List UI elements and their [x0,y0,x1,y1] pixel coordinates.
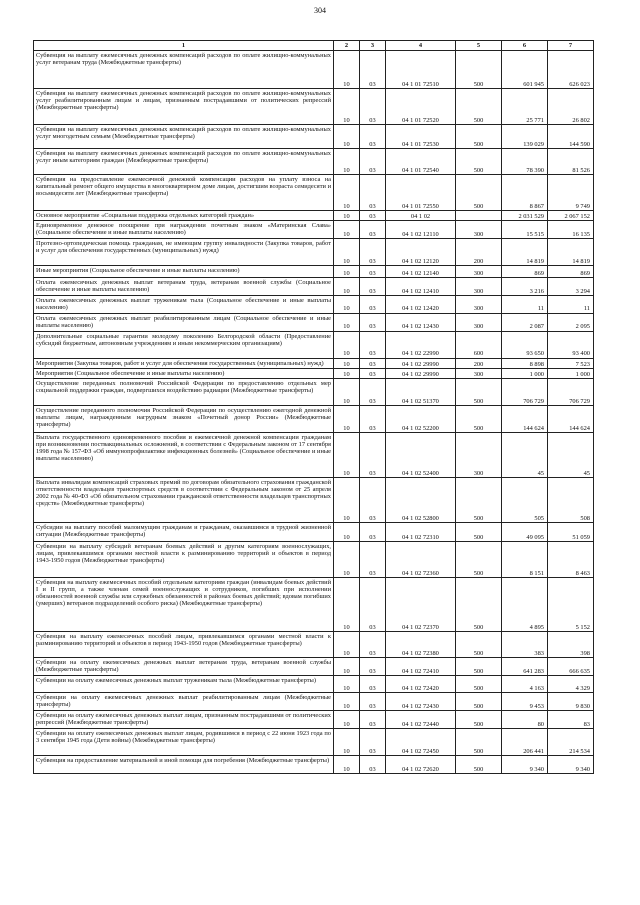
amount-year2-cell: 144 624 [548,405,594,432]
section-cell: 10 [334,149,360,175]
expense-type-cell: 500 [456,175,502,211]
section-cell: 10 [334,378,360,405]
subsection-cell: 03 [360,432,386,477]
section-cell: 10 [334,221,360,239]
amount-year1-cell: 4 895 [502,577,548,631]
amount-year1-cell: 9 340 [502,755,548,773]
table-row [34,149,594,175]
amount-year2-cell: 398 [548,631,594,657]
subsection-cell: 03 [360,51,386,89]
amount-year1-cell: 869 [502,266,548,278]
target-article-cell: 04 1 02 72430 [386,692,456,710]
description-cell: Основное мероприятие «Социальная поддержка отдельных категорий граждан» [34,211,334,221]
description-cell: Субвенция на выплату ежемесячных пособий отдельным категориям граждан (инвалидам боевых действий I и II групп, а также членам семей военнослужащих и сотрудников, погибших при исполнении обязанностей военной службы или служебных обязанностей в районах боевых действий; вдовам погибших (умерших) ветеранов подразделений особого риска) (Межбюджетные трансферты) [34,577,334,631]
description-cell: Субвенции на оплату ежемесячных денежных выплат лицам, признанным пострадавшими от политических репрессий (Межбюджетные трансферты) [34,710,334,728]
page-number: 304 [314,6,326,15]
subsection-cell: 03 [360,657,386,675]
subsection-cell: 03 [360,266,386,278]
amount-year1-cell: 706 729 [502,378,548,405]
amount-year2-cell: 9 340 [548,755,594,773]
subsection-cell: 03 [360,405,386,432]
description-cell: Субвенция на выплату ежемесячных денежных компенсаций расходов по оплате жилищно-коммунальных услуг ветеранам труда (Межбюджетные трансферты) [34,51,334,89]
section-cell: 10 [334,51,360,89]
target-article-cell: 04 1 02 52800 [386,477,456,522]
amount-year2-cell: 626 023 [548,51,594,89]
section-cell: 10 [334,432,360,477]
amount-year2-cell: 4 329 [548,675,594,692]
target-article-cell: 04 1 02 72450 [386,728,456,755]
expense-type-cell: 500 [456,755,502,773]
description-cell: Выплата государственного единовременного пособия и ежемесячной денежной компенсации гражданам при возникновении поствакцинальных осложнений, в соответствии с Федеральным законом от 17 сентября 1998 года № 157-ФЗ «Об иммунопрофилактике инфекционных болезней» (Социальное обеспечение и иные выплаты населению) [34,432,334,477]
table-row [34,266,594,278]
target-article-cell: 04 1 02 12140 [386,266,456,278]
expense-type-cell: 500 [456,522,502,541]
expense-type-cell: 500 [456,149,502,175]
amount-year2-cell: 83 [548,710,594,728]
expense-type-cell: 300 [456,221,502,239]
target-article-cell: 04 1 02 72410 [386,657,456,675]
expense-type-cell: 500 [456,477,502,522]
description-cell: Субвенции на оплату ежемесячных денежных выплат труженикам тыла (Межбюджетные трансферты) [34,675,334,692]
table-row [34,221,594,239]
budget-table [33,40,594,774]
table-row [34,477,594,522]
subsection-cell: 03 [360,710,386,728]
expense-type-cell: 500 [456,657,502,675]
target-article-cell: 04 1 01 72520 [386,89,456,125]
table-row [34,331,594,358]
amount-year2-cell: 26 802 [548,89,594,125]
expense-type-cell: 300 [456,368,502,378]
section-cell: 10 [334,358,360,368]
header-cell: 3 [360,41,386,51]
target-article-cell: 04 1 02 12430 [386,313,456,331]
table-row [34,541,594,577]
amount-year1-cell: 1 000 [502,368,548,378]
amount-year1-cell: 14 819 [502,239,548,266]
amount-year2-cell: 16 135 [548,221,594,239]
description-cell: Субвенция на выплату ежемесячных пособий лицам, привлекавшимся органами местной власти к разминированию территорий и объектов в период 1943-1950 годов (Межбюджетные трансферты) [34,631,334,657]
table-row [34,89,594,125]
amount-year1-cell: 601 945 [502,51,548,89]
target-article-cell: 04 1 02 52400 [386,432,456,477]
expense-type-cell: 500 [456,728,502,755]
target-article-cell: 04 1 02 72620 [386,755,456,773]
subsection-cell: 03 [360,541,386,577]
section-cell: 10 [334,657,360,675]
table-row [34,211,594,221]
subsection-cell: 03 [360,522,386,541]
expense-type-cell: 500 [456,675,502,692]
expense-type-cell: 500 [456,692,502,710]
description-cell: Единовременное денежное поощрение при награждении почетным знаком «Материнская Слава» (Социальное обеспечение и иные выплаты населению) [34,221,334,239]
table-row [34,368,594,378]
target-article-cell: 04 1 02 29990 [386,368,456,378]
expense-type-cell: 300 [456,432,502,477]
subsection-cell: 03 [360,631,386,657]
subsection-cell: 03 [360,221,386,239]
section-cell: 10 [334,755,360,773]
section-cell: 10 [334,405,360,432]
description-cell: Субвенция на выплату ежемесячных денежных компенсаций расходов по оплате жилищно-коммунальных услуг реабилитированным лицам и лицам, признанным пострадавшими от политических репрессий (Межбюджетные трансферты) [34,89,334,125]
target-article-cell: 04 1 01 72510 [386,51,456,89]
description-cell: Мероприятия (Закупка товаров, работ и услуг для обеспечения государственных (муниципальных) нужд) [34,358,334,368]
amount-year2-cell: 11 [548,296,594,313]
amount-year1-cell: 45 [502,432,548,477]
description-cell: Субвенции на оплату ежемесячных денежных выплат ветеранам труда, ветеранам военной службы (Межбюджетные трансферты) [34,657,334,675]
table-row [34,522,594,541]
amount-year1-cell: 139 029 [502,125,548,149]
expense-type-cell: 500 [456,125,502,149]
table-row [34,675,594,692]
section-cell: 10 [334,175,360,211]
expense-type-cell: 500 [456,89,502,125]
section-cell: 10 [334,710,360,728]
description-cell: Субвенции на выплату субсидий ветеранам боевых действий и другим категориям военнослужащих, лицам, привлекавшимся органами местной власти к разминированию территорий и объектов в период 1943-1950 годов (Межбюджетные трансферты) [34,541,334,577]
table-row [34,710,594,728]
table-row [34,125,594,149]
description-cell: Субвенции на оплату ежемесячных денежных выплат реабилитированным лицам (Межбюджетные трансферты) [34,692,334,710]
amount-year1-cell: 206 441 [502,728,548,755]
expense-type-cell: 500 [456,405,502,432]
amount-year1-cell: 25 771 [502,89,548,125]
section-cell: 10 [334,631,360,657]
target-article-cell: 04 1 02 [386,211,456,221]
target-article-cell: 04 1 01 72530 [386,125,456,149]
subsection-cell: 03 [360,89,386,125]
description-cell: Мероприятия (Социальное обеспечение и иные выплаты населению) [34,368,334,378]
amount-year2-cell: 8 463 [548,541,594,577]
amount-year2-cell: 2 067 152 [548,211,594,221]
subsection-cell: 03 [360,358,386,368]
amount-year2-cell: 9 749 [548,175,594,211]
subsection-cell: 03 [360,211,386,221]
target-article-cell: 04 1 02 12120 [386,239,456,266]
amount-year1-cell: 8 151 [502,541,548,577]
expense-type-cell: 300 [456,278,502,296]
section-cell: 10 [334,692,360,710]
amount-year2-cell: 2 095 [548,313,594,331]
amount-year1-cell: 8 898 [502,358,548,368]
section-cell: 10 [334,331,360,358]
section-cell: 10 [334,89,360,125]
header-cell: 2 [334,41,360,51]
subsection-cell: 03 [360,378,386,405]
header-cell: 6 [502,41,548,51]
description-cell: Субвенция на выплату ежемесячных денежных компенсаций расходов по оплате жилищно-коммунальных услуг иным категориям граждан (Межбюджетные трансферты) [34,149,334,175]
description-cell: Оплата ежемесячных денежных выплат труженикам тыла (Социальное обеспечение и иные выплаты населению) [34,296,334,313]
description-cell: Осуществление переданного полномочия Российской Федерации по осуществлению ежегодной денежной выплаты лицам, награжденным нагрудным знаком «Почетный донор России» (Межбюджетные трансферты) [34,405,334,432]
amount-year1-cell: 383 [502,631,548,657]
amount-year1-cell: 9 453 [502,692,548,710]
subsection-cell: 03 [360,728,386,755]
amount-year1-cell: 3 216 [502,278,548,296]
amount-year2-cell: 5 152 [548,577,594,631]
target-article-cell: 04 1 02 72310 [386,522,456,541]
amount-year1-cell: 49 095 [502,522,548,541]
amount-year1-cell: 2 031 529 [502,211,548,221]
description-cell: Субвенция на выплату ежемесячных денежных компенсаций расходов по оплате жилищно-коммунальных услуг многодетным семьям (Межбюджетные трансферты) [34,125,334,149]
expense-type-cell: 300 [456,266,502,278]
expense-type-cell: 500 [456,631,502,657]
table-row [34,692,594,710]
section-cell: 10 [334,296,360,313]
expense-type-cell: 300 [456,313,502,331]
subsection-cell: 03 [360,313,386,331]
subsection-cell: 03 [360,577,386,631]
expense-type-cell: 500 [456,710,502,728]
description-cell: Оплата ежемесячных денежных выплат ветеранам труда, ветеранам военной службы (Социальное обеспечение и иные выплаты населению) [34,278,334,296]
target-article-cell: 04 1 02 52200 [386,405,456,432]
expense-type-cell: 500 [456,541,502,577]
expense-type-cell: 200 [456,358,502,368]
header-cell: 5 [456,41,502,51]
description-cell: Оплата ежемесячных денежных выплат реабилитированным лицам (Социальное обеспечение и иные выплаты населению) [34,313,334,331]
amount-year2-cell: 508 [548,477,594,522]
description-cell: Дополнительные социальные гарантии молодому поколению Белгородской области (Предоставление субсидий бюджетным, автономным учреждениям и иным некоммерческим организациям) [34,331,334,358]
expense-type-cell: 200 [456,239,502,266]
table-row [34,657,594,675]
table-row [34,432,594,477]
amount-year2-cell: 144 590 [548,125,594,149]
section-cell: 10 [334,577,360,631]
amount-year2-cell: 51 059 [548,522,594,541]
table-header-row [34,41,594,51]
description-cell: Субсидии на выплату пособий малоимущим гражданам и гражданам, оказавшимся в трудной жизненной ситуации (Межбюджетные трансферты) [34,522,334,541]
expense-type-cell: 500 [456,378,502,405]
amount-year1-cell: 8 867 [502,175,548,211]
amount-year2-cell: 1 000 [548,368,594,378]
amount-year1-cell: 2 087 [502,313,548,331]
subsection-cell: 03 [360,278,386,296]
amount-year2-cell: 3 294 [548,278,594,296]
target-article-cell: 04 1 02 72370 [386,577,456,631]
description-cell: Субвенция на предоставление материальной и иной помощи для погребения (Межбюджетные трансферты) [34,755,334,773]
subsection-cell: 03 [360,368,386,378]
section-cell: 10 [334,266,360,278]
table-row [34,296,594,313]
expense-type-cell: 500 [456,577,502,631]
subsection-cell: 03 [360,755,386,773]
amount-year2-cell: 666 635 [548,657,594,675]
subsection-cell: 03 [360,296,386,313]
subsection-cell: 03 [360,239,386,266]
target-article-cell: 04 1 02 72420 [386,675,456,692]
subsection-cell: 03 [360,149,386,175]
table-row [34,577,594,631]
table-row [34,405,594,432]
table-row [34,51,594,89]
description-cell: Осуществление переданных полномочий Российской Федерации по предоставлению отдельных мер социальной поддержки граждан, подвергшихся воздействию радиации (Межбюджетные трансферты) [34,378,334,405]
subsection-cell: 03 [360,692,386,710]
target-article-cell: 04 1 02 72440 [386,710,456,728]
section-cell: 10 [334,313,360,331]
subsection-cell: 03 [360,175,386,211]
amount-year2-cell: 45 [548,432,594,477]
description-cell: Выплата инвалидам компенсаций страховых премий по договорам обязательного страхования гражданской ответственности владельцев транспортных средств в соответствии с Федеральным законом от 25 апреля 2002 года № 40-ФЗ «Об обязательном страховании гражданской ответственности владельцев транспортных средств» (Межбюджетные трансферты) [34,477,334,522]
target-article-cell: 04 1 02 72360 [386,541,456,577]
expense-type-cell: 300 [456,296,502,313]
table-row [34,631,594,657]
description-cell: Субвенция на предоставление ежемесячной денежной компенсации расходов на уплату взноса на капитальный ремонт общего имущества в многоквартирном доме лицам, достигшим возраста семидесяти и восьмидесяти лет (Межбюджетные трансферты) [34,175,334,211]
section-cell: 10 [334,278,360,296]
subsection-cell: 03 [360,477,386,522]
header-cell: 7 [548,41,594,51]
table-row [34,755,594,773]
amount-year2-cell: 9 830 [548,692,594,710]
target-article-cell: 04 1 02 12110 [386,221,456,239]
section-cell: 10 [334,477,360,522]
description-cell: Протезно-ортопедическая помощь гражданам, не имеющим группу инвалидности (Закупка товаров, работ и услуг для обеспечения государственных (муниципальных) нужд) [34,239,334,266]
expense-type-cell: 500 [456,51,502,89]
section-cell: 10 [334,522,360,541]
description-cell: Иные мероприятия (Социальное обеспечение и иные выплаты населению) [34,266,334,278]
target-article-cell: 04 1 01 72540 [386,149,456,175]
table-row [34,728,594,755]
section-cell: 10 [334,239,360,266]
amount-year1-cell: 4 163 [502,675,548,692]
amount-year1-cell: 78 390 [502,149,548,175]
amount-year1-cell: 144 624 [502,405,548,432]
section-cell: 10 [334,728,360,755]
section-cell: 10 [334,675,360,692]
section-cell: 10 [334,211,360,221]
target-article-cell: 04 1 02 12410 [386,278,456,296]
amount-year1-cell: 641 283 [502,657,548,675]
subsection-cell: 03 [360,331,386,358]
subsection-cell: 03 [360,125,386,149]
amount-year2-cell: 81 526 [548,149,594,175]
amount-year2-cell: 14 819 [548,239,594,266]
table-row [34,175,594,211]
amount-year2-cell: 93 400 [548,331,594,358]
target-article-cell: 04 1 01 72550 [386,175,456,211]
subsection-cell: 03 [360,675,386,692]
target-article-cell: 04 1 02 51370 [386,378,456,405]
section-cell: 10 [334,541,360,577]
target-article-cell: 04 1 02 22990 [386,331,456,358]
description-cell: Субвенции на оплату ежемесячных денежных выплат лицам, родившимся в период с 22 июня 1923 года по 3 сентября 1945 года (Дети войны) (Межбюджетные трансферты) [34,728,334,755]
amount-year1-cell: 505 [502,477,548,522]
table-row [34,378,594,405]
table-row [34,239,594,266]
target-article-cell: 04 1 02 12420 [386,296,456,313]
amount-year2-cell: 869 [548,266,594,278]
amount-year2-cell: 7 523 [548,358,594,368]
target-article-cell: 04 1 02 72380 [386,631,456,657]
header-cell: 4 [386,41,456,51]
amount-year1-cell: 80 [502,710,548,728]
table-row [34,278,594,296]
amount-year1-cell: 93 650 [502,331,548,358]
section-cell: 10 [334,368,360,378]
target-article-cell: 04 1 02 29990 [386,358,456,368]
amount-year2-cell: 706 729 [548,378,594,405]
expense-type-cell [456,211,502,221]
amount-year2-cell: 214 534 [548,728,594,755]
section-cell: 10 [334,125,360,149]
amount-year1-cell: 11 [502,296,548,313]
expense-type-cell: 600 [456,331,502,358]
table-row [34,313,594,331]
header-cell: 1 [34,41,334,51]
table-row [34,358,594,368]
amount-year1-cell: 15 515 [502,221,548,239]
